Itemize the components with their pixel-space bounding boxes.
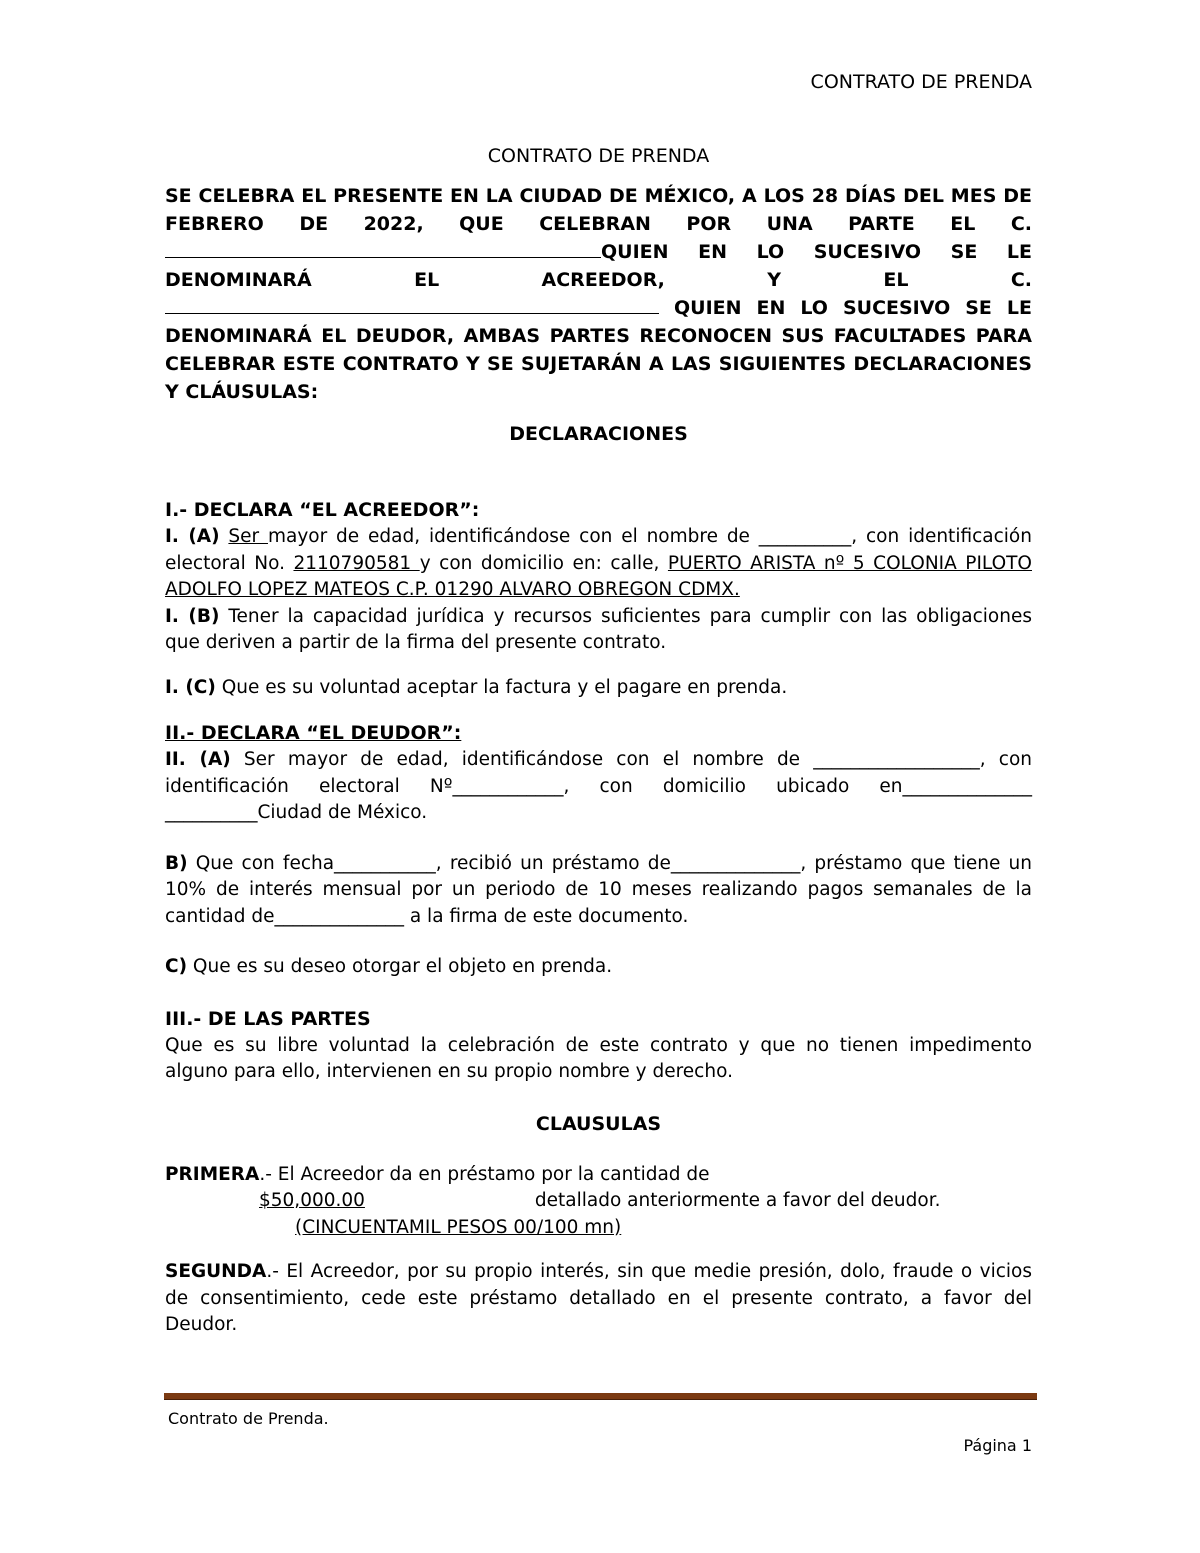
deudor-a-label: II. (A): [165, 749, 231, 770]
clausulas-title: CLAUSULAS: [535, 1112, 662, 1135]
intro-paragraph: [165, 182, 1032, 406]
acreedor-ine-number: 2110790581: [293, 552, 420, 574]
document-body: [165, 142, 1032, 1339]
primera-amount: $50,000.00: [259, 1190, 365, 1211]
clausula-primera: [165, 1162, 1032, 1189]
acreedor-a-text1: mayor de edad, identificándose con el nombre de __________, con identificación electoral No.: [165, 526, 1032, 574]
footer-divider: [164, 1393, 1037, 1400]
clausula-segunda: [165, 1259, 1032, 1339]
acreedor-b-label: I. (B): [165, 605, 220, 627]
acreedor-address: PUERTO ARISTA nº 5 COLONIA PILOTO ADOLFO LOPEZ MATEOS C.P. 01290 ALVARO OBREGON CDMX.: [165, 552, 1032, 600]
intro-part-2: QUIEN EN LO SUCESIVO SE LE DENOMINARÁ EL ACREEDOR, Y EL C.: [165, 241, 1032, 291]
primera-amount-line: [165, 1188, 1032, 1215]
deudor-c-label: C): [165, 956, 188, 977]
primera-text2: detallado anteriormente a favor del deudor.: [529, 1190, 941, 1211]
deudor-b-label: B): [165, 852, 188, 874]
segunda-text: .- El Acreedor, por su propio interés, sin que medie presión, dolo, fraude o vicios de consentimiento, cede este préstamo detallado en el presente contrato, a favor del Deudor.: [165, 1261, 1032, 1335]
intro-part-1: SE CELEBRA EL PRESENTE EN LA CIUDAD DE MÉXICO, A LOS 28 DÍAS DEL MES DE FEBRERO DE 2022, QUE CELEBRAN POR UNA PARTE EL C.: [165, 185, 1032, 235]
acreedor-a-ser: Ser: [228, 526, 268, 547]
deudor-c-text: Que es su deseo otorgar el objeto en prenda.: [187, 956, 613, 977]
running-header: CONTRATO DE PRENDA: [810, 71, 1032, 93]
partes-text: Que es su libre voluntad la celebración de este contrato y que no tienen impedimento alguno para ello, intervienen en su propio nombre y derecho.: [165, 1034, 1032, 1082]
segunda-label: SEGUNDA: [165, 1261, 267, 1282]
deudor-heading: II.- DECLARA “EL DEUDOR”:: [165, 722, 462, 744]
acreedor-c-text: Que es su voluntad aceptar la factura y el pagare en prenda.: [215, 676, 788, 698]
acreedor-c: [165, 675, 1032, 702]
acreedor-heading: I.- DECLARA “EL ACREEDOR”:: [165, 499, 480, 521]
declaraciones-title: DECLARACIONES: [509, 423, 688, 445]
acreedor-c-label: I. (C): [165, 676, 216, 698]
deudor-c: [165, 954, 1032, 981]
deudor-b: [165, 851, 1032, 931]
document-title: CONTRATO DE PRENDA: [487, 145, 710, 167]
page-number: Página 1: [963, 1436, 1032, 1455]
acreedor-name-blank: [165, 238, 601, 258]
acreedor-b: [165, 604, 1032, 657]
intro-part-3: QUIEN EN LO SUCESIVO SE LE DENOMINARÁ EL DEUDOR, AMBAS PARTES RECONOCEN SUS FACULTADES PARA CELEBRAR ESTE CONTRATO Y SE SUJETARÁN A LAS SIGUIENTES DECLARACIONES Y CLÁUSULAS:: [165, 297, 1032, 403]
acreedor-a-text2: y con domicilio en: calle,: [419, 552, 668, 574]
footer-title: Contrato de Prenda.: [168, 1409, 329, 1428]
primera-amount-words: (CINCUENTAMIL PESOS 00/100 mn): [295, 1216, 622, 1238]
deudor-a: [165, 747, 1032, 827]
deudor-name-blank: [165, 294, 659, 314]
primera-text1: .- El Acreedor da en préstamo por la cantidad de: [259, 1163, 710, 1185]
deudor-a-text: Ser mayor de edad, identificándose con el nombre de __________________, con identificación electoral Nº____________, con domicilio ubicado en______________ __________Ciudad de México.: [165, 749, 1033, 823]
acreedor-b-text: Tener la capacidad jurídica y recursos suficientes para cumplir con las obligaciones que deriven a partir de la firma del presente contrato.: [165, 605, 1032, 653]
deudor-b-text: Que con fecha___________, recibió un préstamo de______________, préstamo que tiene un 10% de interés mensual por un periodo de 10 meses realizando pagos semanales de la cantidad de______________ a la firma de este documento.: [165, 852, 1032, 927]
acreedor-a-label: I. (A): [165, 526, 220, 547]
partes-heading: III.- DE LAS PARTES: [165, 1007, 371, 1030]
primera-amount-words-line: [165, 1215, 1032, 1242]
acreedor-a: [165, 524, 1032, 604]
primera-label: PRIMERA: [165, 1163, 260, 1185]
